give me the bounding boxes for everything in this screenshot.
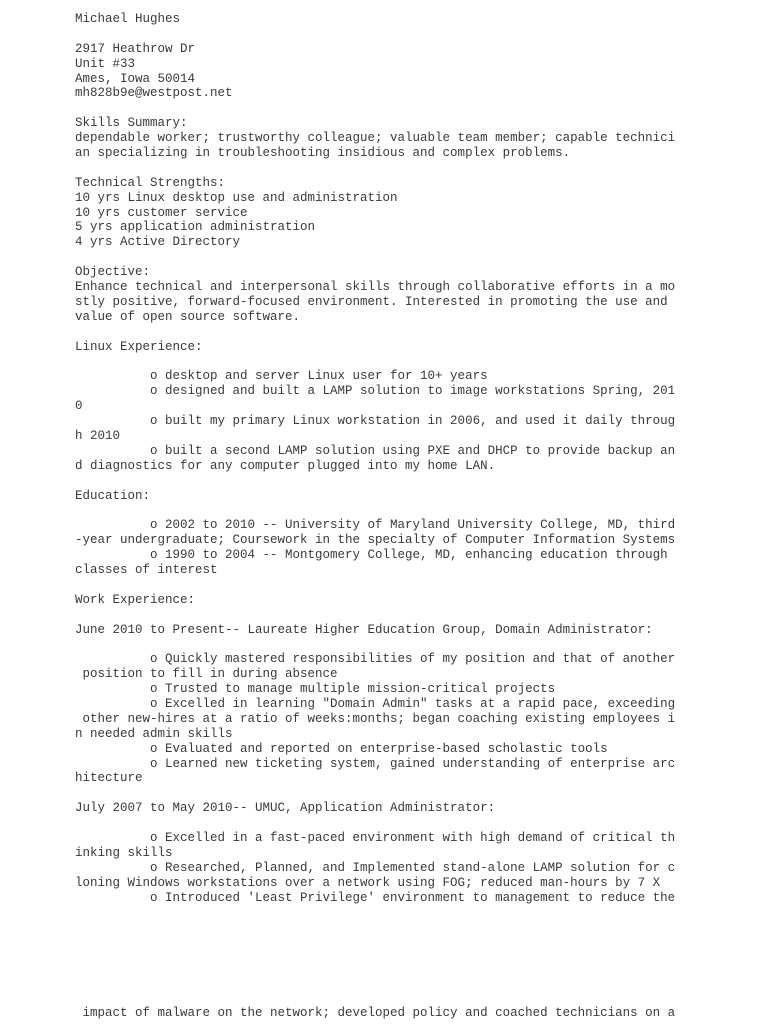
resume-line — [75, 786, 715, 801]
resume-line: o Quickly mastered responsibilities of my position and that of another — [75, 652, 676, 667]
resume-line: 10 yrs Linux desktop use and administration — [75, 190, 398, 205]
resume-line: 5 yrs application administration — [75, 220, 316, 235]
resume-line: o Introduced 'Least Privilege' environment to management to reduce the — [75, 890, 676, 905]
resume-line: 10 yrs customer service — [75, 205, 248, 220]
resume-line: o Trusted to manage multiple mission-critical projects — [75, 682, 556, 697]
resume-line: o built my primary Linux workstation in 2006, and used it daily throug — [75, 414, 676, 429]
resume-line: o Researched, Planned, and Implemented stand-alone LAMP solution for c — [75, 860, 676, 875]
resume-line: o Excelled in a fast-paced environment with high demand of critical th — [75, 830, 676, 845]
resume-line: loning Windows workstations over a network using FOG; reduced man-hours by 7 X — [75, 875, 661, 890]
resume-line — [75, 27, 715, 42]
resume-line: June 2010 to Present-- Laureate Higher Education Group, Domain Administrator: — [75, 622, 653, 637]
resume-line: 4 yrs Active Directory — [75, 235, 241, 250]
resume-line — [75, 101, 715, 116]
resume-line: -year undergraduate; Coursework in the specialty of Computer Information Systems — [75, 533, 676, 548]
resume-line: other new-hires at a ratio of weeks:months; began coaching existing employees i — [75, 711, 676, 726]
resume-line: o built a second LAMP solution using PXE and DHCP to provide backup an — [75, 443, 676, 458]
resume-line: dependable worker; trustworthy colleague; valuable team member; capable technici — [75, 131, 676, 146]
resume-line: 0 — [75, 399, 83, 414]
resume-line: Education: — [75, 488, 151, 503]
resume-line: o 2002 to 2010 -- University of Maryland University College, MD, third — [75, 518, 676, 533]
resume-line: Technical Strengths: — [75, 175, 226, 190]
resume-line: Ames, Iowa 50014 — [75, 71, 196, 86]
resume-line: stly positive, forward-focused environment. Interested in promoting the use and — [75, 294, 668, 309]
resume-line: Unit #33 — [75, 56, 136, 71]
resume-line: Linux Experience: — [75, 339, 203, 354]
resume-line: classes of interest — [75, 562, 218, 577]
resume-line — [75, 250, 715, 265]
resume-line: July 2007 to May 2010-- UMUC, Application Administrator: — [75, 801, 496, 816]
resume-line: o 1990 to 2004 -- Montgomery College, MD, enhancing education through — [75, 548, 668, 563]
resume-continuation-line: impact of malware on the network; developed policy and coached technicians on a — [75, 1006, 676, 1020]
resume-line: o desktop and server Linux user for 10+ years — [75, 369, 488, 384]
resume-line: 2917 Heathrow Dr — [75, 41, 196, 56]
resume-line — [75, 578, 715, 593]
resume-line — [75, 503, 715, 518]
resume-line: o Learned new ticketing system, gained understanding of enterprise arc — [75, 756, 676, 771]
resume-line: value of open source software. — [75, 309, 301, 324]
resume-text — [75, 12, 715, 905]
resume-line: Enhance technical and interpersonal skills through collaborative efforts in a mo — [75, 280, 676, 295]
resume-line: h 2010 — [75, 428, 121, 443]
resume-line: o Evaluated and reported on enterprise-based scholastic tools — [75, 741, 608, 756]
resume-line: hitecture — [75, 771, 143, 786]
resume-line: inking skills — [75, 845, 173, 860]
resume-line: Objective: — [75, 265, 151, 280]
resume-line: Skills Summary: — [75, 116, 188, 131]
resume-line — [75, 354, 715, 369]
resume-line — [75, 608, 715, 623]
resume-line — [75, 161, 715, 176]
resume-line: Work Experience: — [75, 592, 196, 607]
resume-line: o Excelled in learning "Domain Admin" tasks at a rapid pace, exceeding — [75, 696, 676, 711]
resume-line — [75, 637, 715, 652]
resume-line: an specializing in troubleshooting insidious and complex problems. — [75, 146, 571, 161]
resume-line: n needed admin skills — [75, 726, 233, 741]
resume-line: Michael Hughes — [75, 12, 181, 26]
resume-line: o designed and built a LAMP solution to image workstations Spring, 201 — [75, 384, 676, 399]
resume-line — [75, 474, 715, 489]
resume-line: d diagnostics for any computer plugged into my home LAN. — [75, 458, 496, 473]
resume-line — [75, 816, 715, 831]
resume-line — [75, 325, 715, 340]
resume-line: mh828b9e@westpost.net — [75, 86, 233, 101]
resume-line: position to fill in during absence — [75, 667, 338, 682]
